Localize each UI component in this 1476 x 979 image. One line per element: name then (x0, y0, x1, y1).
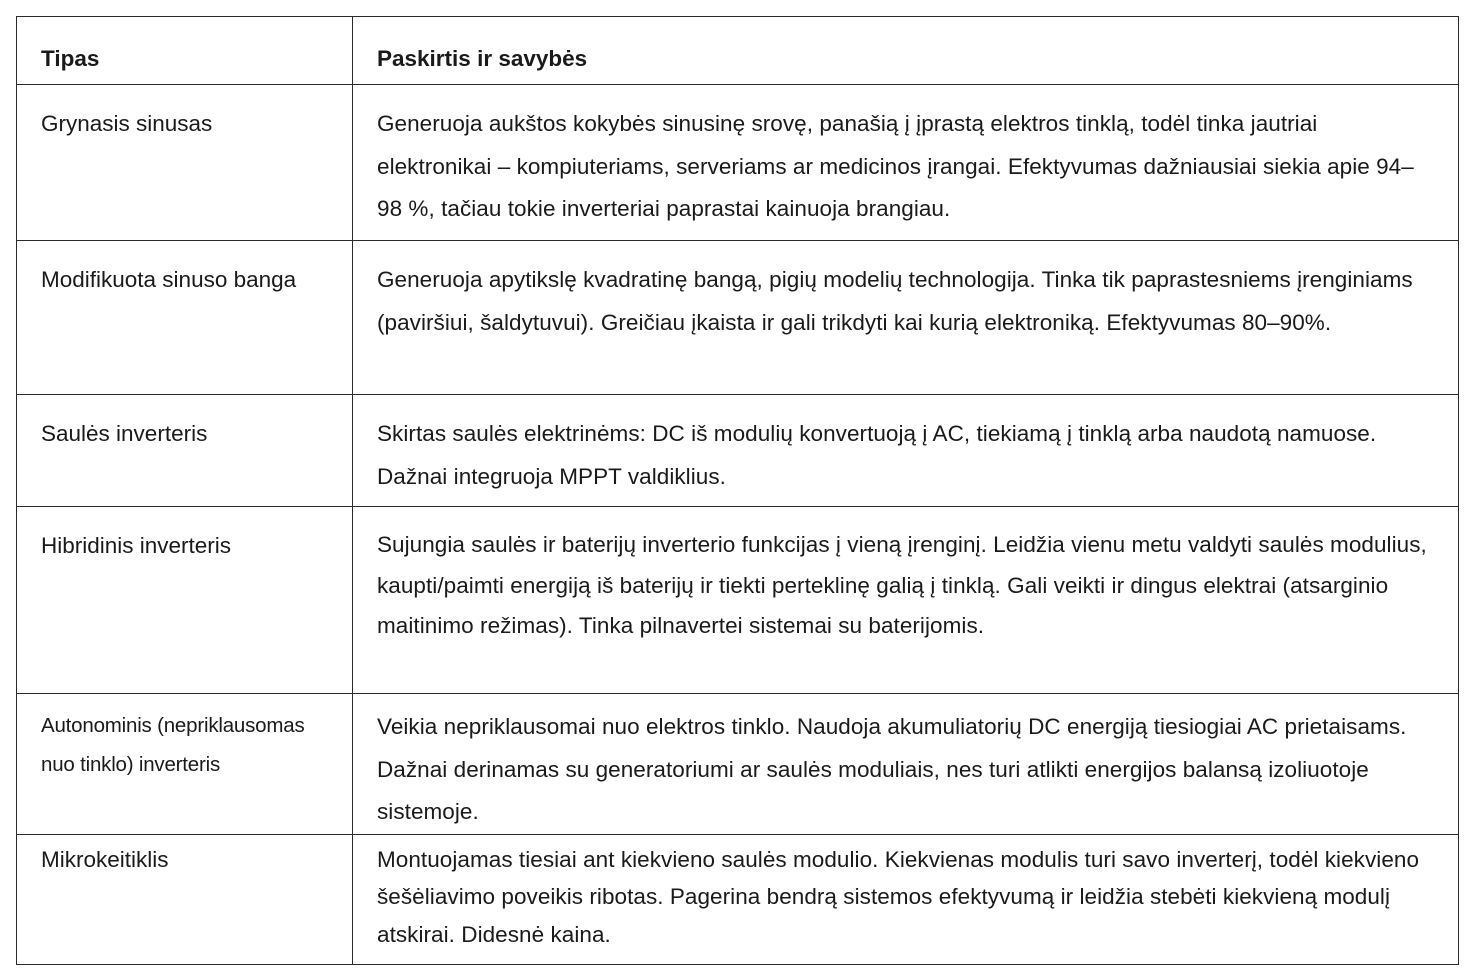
header-type-label: Tipas (41, 46, 100, 71)
header-description (353, 17, 1459, 85)
description-text: Montuojamas tiesiai ant kiekvieno saulės modulio. Kiekvienas modulis turi savo inverterį, todėl kiekvieno šešėliavimo poveikis ribotas. Pagerina bendrą sistemos efektyvumą ir leidžia stebėti kiekvieną modulį atskirai. Didesnė kaina. (377, 846, 1420, 947)
description-cell (353, 85, 1459, 241)
description-text: Veikia nepriklausomai nuo elektros tinklo. Naudoja akumuliatorių DC energiją tiesiogiai AC prietaisams. Dažnai derinamas su generatoriumi ar saulės moduliais, nes turi atlikti energijos balansą izoliuotoje sistemoje. (377, 714, 1407, 824)
description-cell (353, 507, 1459, 694)
type-label: Hibridinis inverteris (41, 533, 232, 558)
header-type (17, 17, 353, 85)
description-cell (353, 395, 1459, 507)
type-label: Modifikuota sinuso banga (41, 267, 297, 292)
type-label: Autonominis (nepriklausomas nuo tinklo) inverteris (41, 714, 305, 776)
type-cell (17, 507, 353, 694)
inverter-types-table (16, 16, 1459, 965)
type-cell (17, 694, 353, 835)
description-text: Skirtas saulės elektrinėms: DC iš modulių konvertuoją į AC, tiekiamą į tinklą arba naudotą namuose. Dažnai integruoja MPPT valdiklius. (377, 421, 1377, 489)
table-row (17, 395, 1459, 507)
description-text: Sujungia saulės ir baterijų inverterio funkcijas į vieną įrenginį. Leidžia vienu metu valdyti saulės modulius, kaupti/paimti energiją iš baterijų ir tiekti perteklinę galią į tinklą. Gali veikti ir dingus elektrai (atsarginio maitinimo režimas). Tinka pilnavertei sistemai su baterijomis. (377, 532, 1427, 638)
description-text: Generuoja aukštos kokybės sinusinę srovę, panašią į įprastą elektros tinklą, todėl tinka jautriai elektronikai – kompiuteriams, serveriams ar medicinos įrangai. Efektyvumas dažniausiai siekia apie 94–98 %, tačiau tokie inverteriai paprastai kainuoja brangiau. (377, 111, 1414, 221)
type-cell (17, 834, 353, 964)
table-row (17, 507, 1459, 694)
description-cell (353, 241, 1459, 395)
type-label: Saulės inverteris (41, 421, 208, 446)
description-cell (353, 834, 1459, 964)
description-text: Generuoja apytikslę kvadratinę bangą, pigių modelių technologija. Tinka tik paprastesniems įrenginiams (paviršiui, šaldytuvui). Greičiau įkaista ir gali trikdyti kai kurią elektroniką. Efektyvumas 80–90%. (377, 267, 1413, 335)
type-label: Grynasis sinusas (41, 111, 213, 136)
table-header-row (17, 17, 1459, 85)
type-cell (17, 395, 353, 507)
table-row (17, 241, 1459, 395)
table-row (17, 85, 1459, 241)
type-cell (17, 85, 353, 241)
type-cell (17, 241, 353, 395)
type-label: Mikrokeitiklis (41, 846, 169, 872)
table-row (17, 694, 1459, 835)
description-cell (353, 694, 1459, 835)
table-row (17, 834, 1459, 964)
header-description-label: Paskirtis ir savybės (377, 46, 588, 71)
